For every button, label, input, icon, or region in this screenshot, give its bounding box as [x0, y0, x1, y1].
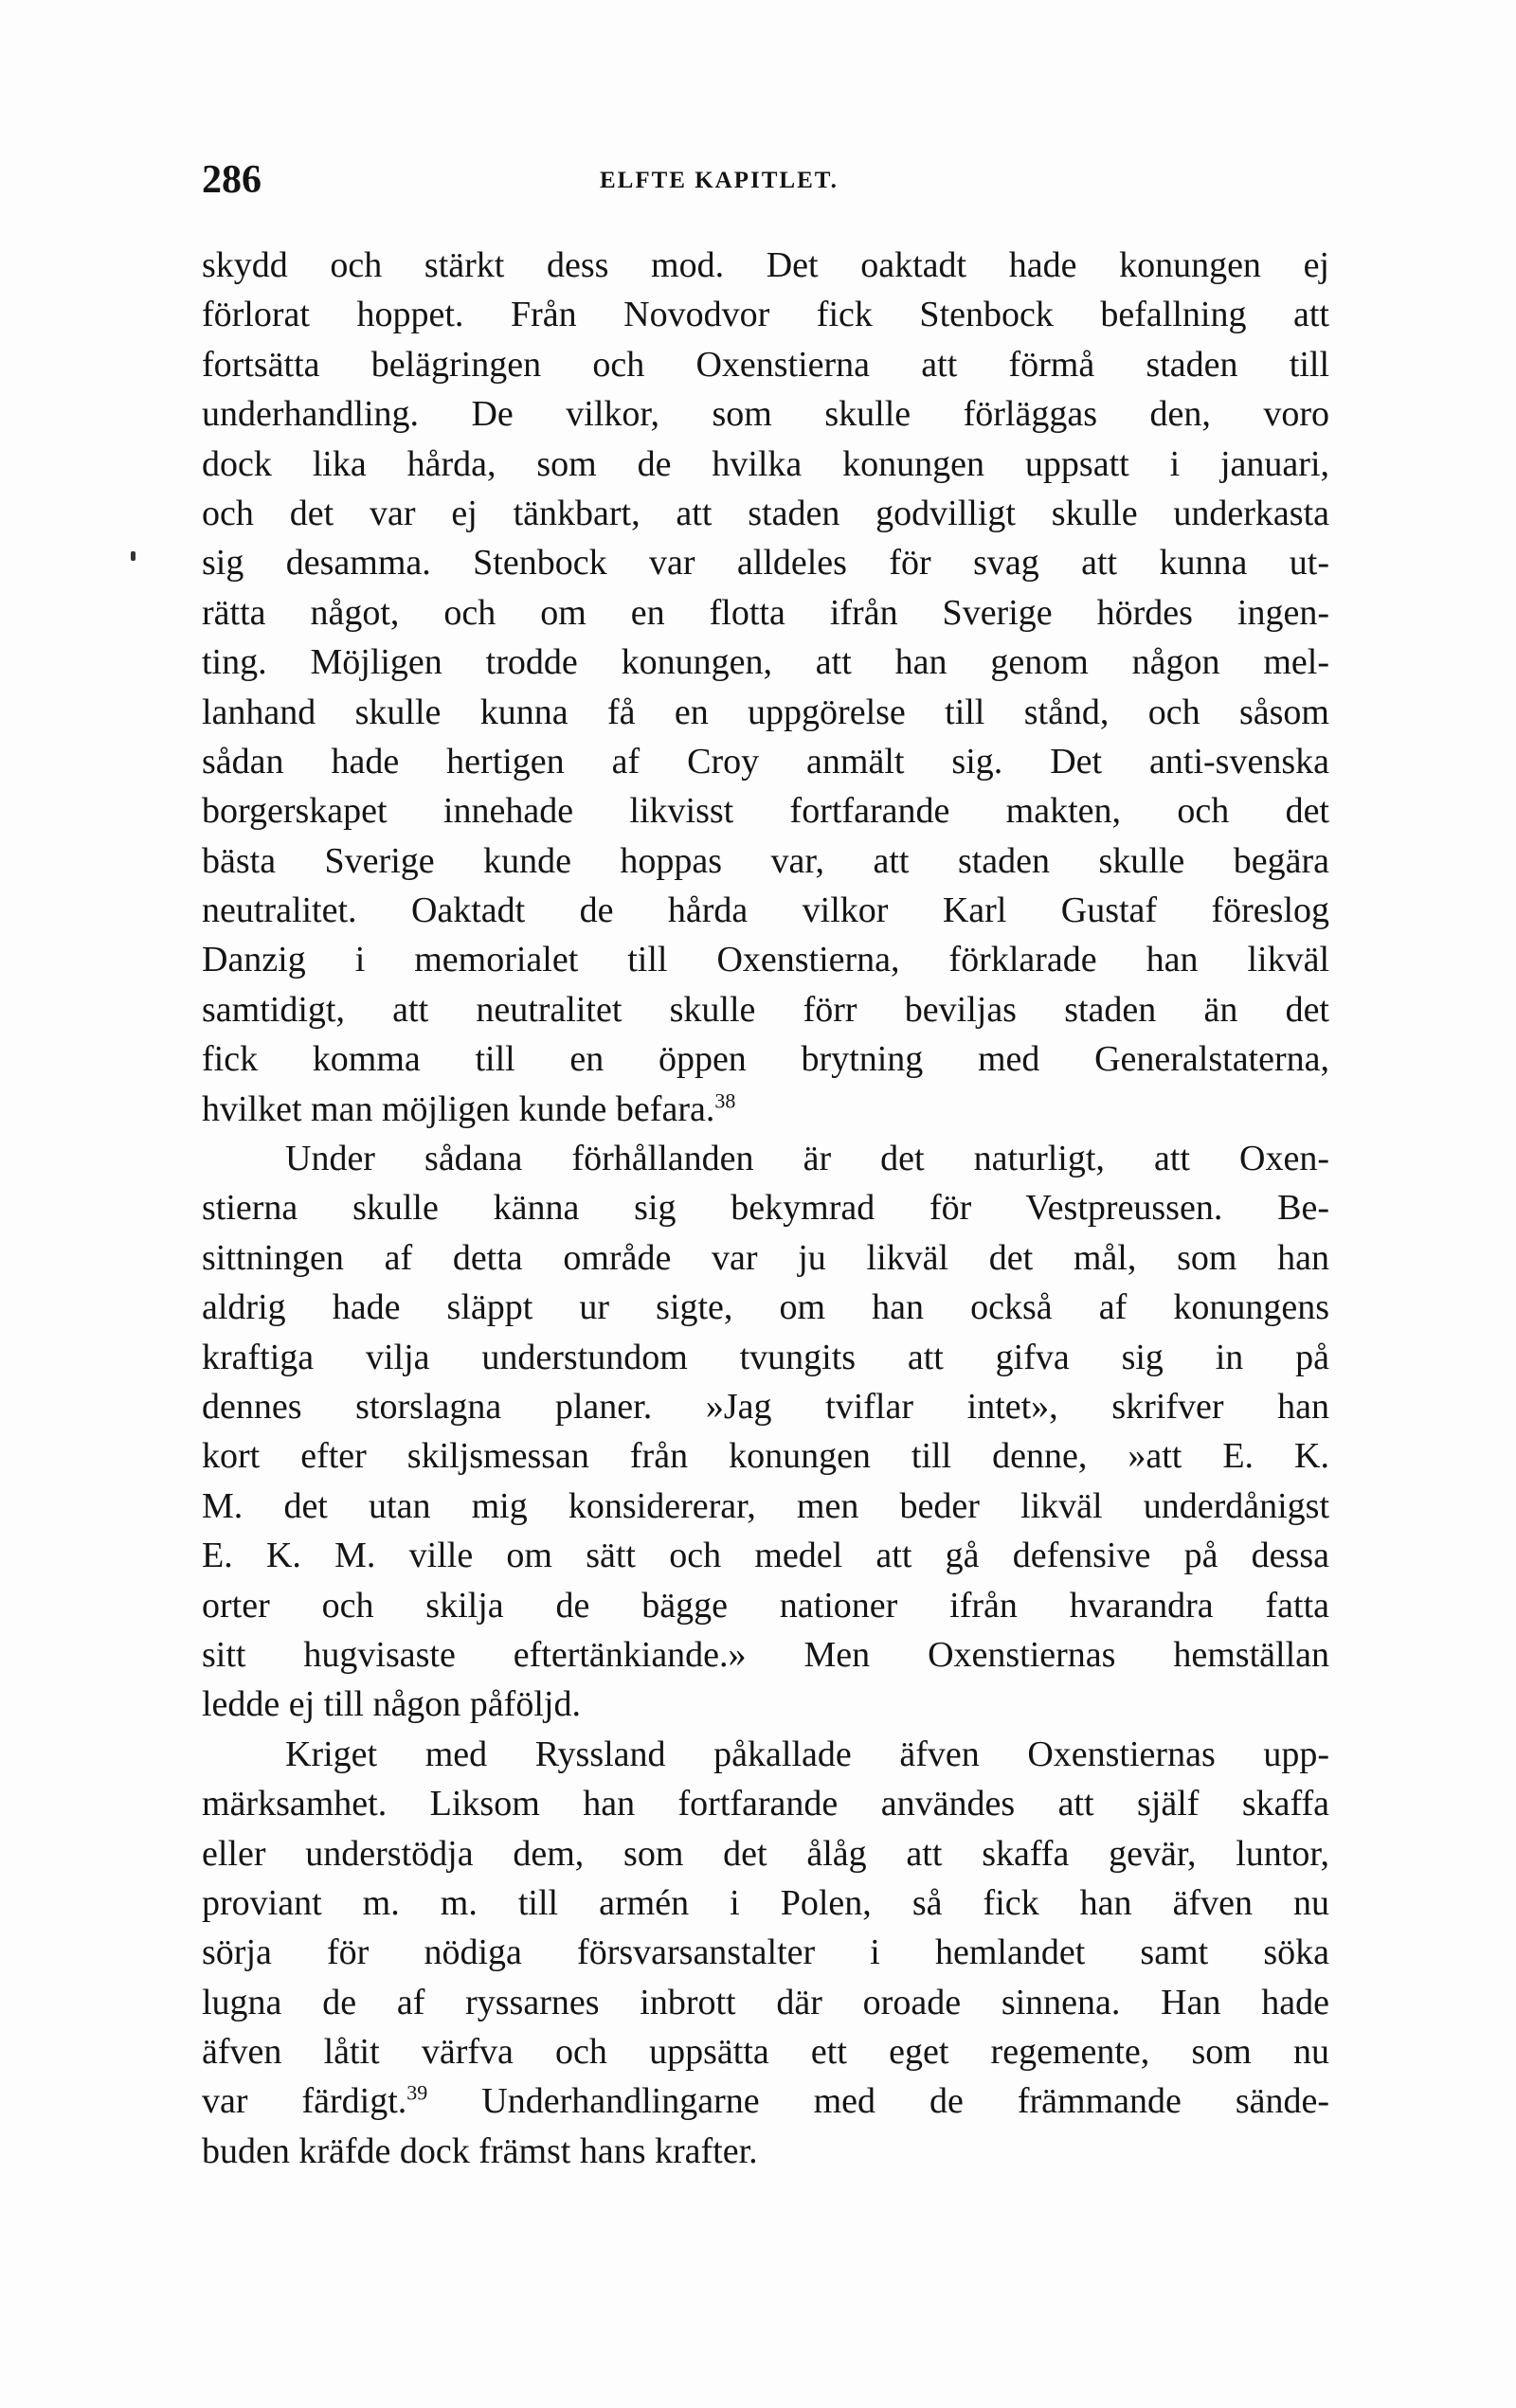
- text-line-content: Underhandlingarne med de främmande sände-: [481, 2081, 1330, 2122]
- text-line: aldrig hade släppt ur sigte, om han också af konungens: [202, 1287, 1329, 1328]
- text-line: stierna skulle känna sig bekymrad för Vestpreussen. Be-: [202, 1188, 1329, 1229]
- text-line: M. det utan mig konsidererar, men beder likväl underdånigst: [202, 1485, 1329, 1526]
- text-line: bästa Sverige kunde hoppas var, att staden skulle begära: [202, 840, 1329, 881]
- text-line: neutralitet. Oaktadt de hårda vilkor Karl Gustaf föreslog: [202, 890, 1329, 931]
- text-line-content: var färdigt.: [202, 2081, 407, 2122]
- text-line: E. K. M. ville om sätt och medel att gå defensive på dessa: [202, 1536, 1329, 1576]
- text-line: proviant m. m. till armén i Polen, så fick han äfven nu: [202, 1882, 1329, 1923]
- text-line: kort efter skiljsmessan från konungen till denne, »att E. K.: [202, 1436, 1329, 1477]
- text-line: sitt hugvisaste eftertänkiande.» Men Oxenstiernas hemställan: [202, 1634, 1329, 1675]
- text-line: orter och skilja de bägge nationer ifrån hvarandra fatta: [202, 1585, 1329, 1626]
- text-line: kraftiga vilja understundom tvungits att gifva sig in på: [202, 1337, 1329, 1377]
- text-line: dennes storslagna planer. »Jag tviflar intet», skrifver han: [202, 1386, 1329, 1427]
- text-line: eller understödja dem, som det ålåg att skaffa gevär, luntor,: [202, 1833, 1329, 1874]
- footnote-ref-38: 38: [714, 1087, 736, 1112]
- paragraph-start-line: Under sådana förhållanden är det naturligt, att Oxen-: [285, 1139, 1329, 1179]
- page-number: 286: [202, 158, 262, 202]
- body-text: [202, 241, 1329, 2176]
- footnote-ref-39: 39: [406, 2080, 428, 2105]
- text-line: sig desamma. Stenbock var alldeles för svag att kunna ut-: [202, 543, 1329, 584]
- text-line: lugna de af ryssarnes inbrott där oroade sinnena. Han hade: [202, 1982, 1329, 2022]
- running-head: ELFTE KAPITLET.: [600, 168, 839, 193]
- text-line: förlorat hoppet. Från Novodvor fick Stenbock befallning att: [202, 295, 1329, 335]
- text-line: samtidigt, att neutralitet skulle förr beviljas staden än det: [202, 989, 1329, 1030]
- text-line: fortsätta belägringen och Oxenstierna att förmå staden till: [202, 344, 1329, 385]
- text-line: buden kräfde dock främst hans krafter.: [202, 2130, 758, 2171]
- text-line: rätta något, och om en flotta ifrån Sverige hördes ingen-: [202, 592, 1329, 633]
- text-line: Danzig i memorialet till Oxenstierna, förklarade han likväl: [202, 940, 1329, 980]
- page-header: [202, 152, 1339, 208]
- text-line: dock lika hårda, som de hvilka konungen uppsatt i januari,: [202, 443, 1329, 484]
- text-line: lanhand skulle kunna få en uppgörelse till stånd, och såsom: [202, 692, 1329, 732]
- text-line: underhandling. De vilkor, som skulle förläggas den, voro: [202, 394, 1329, 435]
- text-line: äfven låtit värfva och uppsätta ett eget regemente, som nu: [202, 2032, 1329, 2073]
- text-line: ledde ej till någon påföljd.: [202, 1684, 581, 1725]
- text-line: märksamhet. Liksom han fortfarande användes att själf skaffa: [202, 1784, 1329, 1824]
- text-line: fick komma till en öppen brytning med Generalstaterna,: [202, 1039, 1329, 1080]
- text-line: [202, 2076, 1329, 2126]
- text-line: sittningen af detta område var ju likväl det mål, som han: [202, 1237, 1329, 1278]
- text-line: borgerskapet innehade likvisst fortfarande makten, och det: [202, 791, 1329, 832]
- text-line: sörja för nödiga försvarsanstalter i hemlandet samt söka: [202, 1932, 1329, 1973]
- text-line-content: hvilket man möjligen kunde befara.: [202, 1088, 715, 1129]
- text-line: ting. Möjligen trodde konungen, att han genom någon mel-: [202, 642, 1329, 683]
- text-line: sådan hade hertigen af Croy anmält sig. Det anti-svenska: [202, 741, 1329, 782]
- margin-mark: [131, 551, 135, 561]
- text-line: skydd och stärkt dess mod. Det oaktadt hade konungen ej: [202, 245, 1329, 285]
- text-line: och det var ej tänkbart, att staden godvilligt skulle underkasta: [202, 493, 1329, 533]
- paragraph-start-line: Kriget med Ryssland påkallade äfven Oxenstiernas upp-: [285, 1734, 1329, 1774]
- text-line: [202, 1085, 1329, 1134]
